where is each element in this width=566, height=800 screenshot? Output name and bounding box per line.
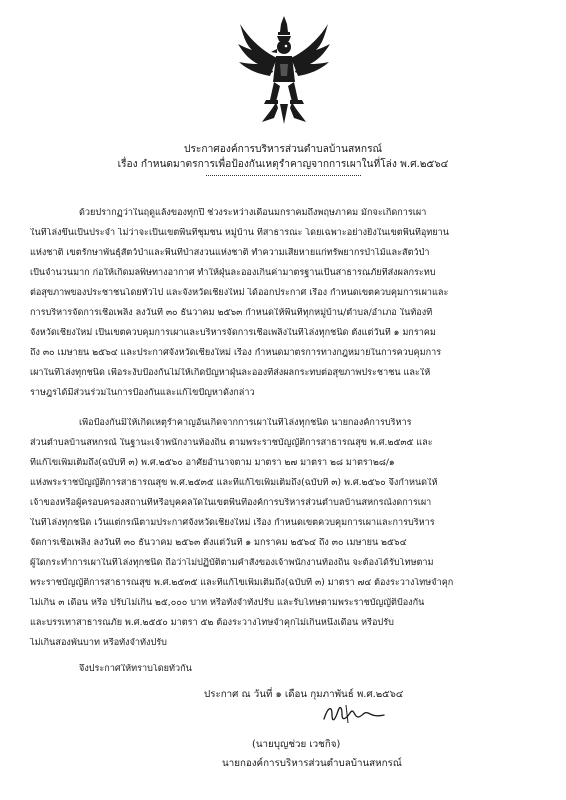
announcement-issuer: ประกาศองค์การบริหารส่วนตำบลบ้านสหกรณ์ [183, 144, 382, 155]
paragraph-2-line: และบรรเทาสาธารณภัย พ.ศ.๒๕๕๐ มาตรา ๕๒ ต้องระวางโทษจำคุกไม่เกินหนึ่งเดือน หรือปรับ [30, 618, 394, 628]
paragraph-1-line: การบริหารจัดการเชื้อเพลิง ลงวันที่ ๓๐ ธันวาคม ๒๕๖๓ กำหนดให้พื้นที่ทุกหมู่บ้าน/ตำบล/อำเภอ ในท้องที่ [30, 308, 433, 318]
signer-title: นายกองค์การบริหารส่วนตำบลบ้านสหกรณ์ [222, 758, 402, 769]
handwritten-signature-icon [320, 701, 390, 729]
paragraph-2-line: เจ้าของหรือผู้ครอบครองสถานที่หรือบุคคลใดในเขตพื้นที่องค์การบริหารส่วนตำบลบ้านสหกรณ์งดการเผา [30, 498, 432, 508]
paragraph-2-line: ผู้ใดกระทำการเผาในที่โล่งทุกชนิด ถือว่าไม่ปฏิบัติตามคำสั่งของเจ้าพนักงานท้องถิ่น จะต้องได้รับโทษตาม [30, 558, 434, 568]
paragraph-2-line: ส่วนตำบลบ้านสหกรณ์ ในฐานะเจ้าพนักงานท้องถิ่น ตามพระราชบัญญัติการสาธารณสุข พ.ศ.๒๕๓๕ และ [30, 438, 433, 448]
closing-statement: จึงประกาศให้ทราบโดยทั่วกัน [79, 664, 192, 674]
paragraph-2-line: ไม่เกิน ๓ เดือน หรือ ปรับไม่เกิน ๒๕,๐๐๐ บาท หรือทั้งจำทั้งปรับ และรับโทษตามพระราชบัญญัติป้องกัน [30, 598, 425, 608]
paragraph-1-line: จังหวัดเชียงใหม่ เป็นเขตควบคุมการเผาและบริหารจัดการเชื้อเพลิงในที่โล่งทุกชนิด ตั้งแต่วันที่ ๑ มกราคม [30, 328, 436, 338]
paragraph-2-line: เพื่อป้องกันมิให้เกิดเหตุรำคาญอันเกิดจากการเผาในที่โล่งทุกชนิด นายกองค์การบริหาร [79, 418, 412, 428]
announcement-subject: เรื่อง กำหนดมาตรการเพื่อป้องกันเหตุรำคาญจากการเผาในที่โล่ง พ.ศ.๒๕๖๔ [117, 159, 449, 170]
paragraph-2-line: พระราชบัญญัติการสาธารณสุข พ.ศ.๒๕๓๕ และที่แก้ไขเพิ่มเติมถึง(ฉบับที่ ๓) มาตรา ๗๔ ต้องระวางโทษจำคุก [30, 578, 454, 588]
paragraph-1-line: เป็นจำนวนมาก ก่อให้เกิดมลพิษทางอากาศ ทำให้ฝุ่นละอองเกินค่ามาตรฐานเป็นสาธารณภัยที่ส่งผลกระทบ [30, 268, 436, 278]
paragraph-1-line: ถึง ๓๐ เมษายน ๒๕๖๔ และประกาศจังหวัดเชียงใหม่ เรื่อง กำหนดมาตรการทางกฎหมายในการควบคุมการ [30, 348, 442, 358]
announcement-date: ประกาศ ณ วันที่ ๑ เดือน กุมภาพันธ์ พ.ศ.๒๕๖๔ [204, 689, 404, 700]
paragraph-1-line: ด้วยปรากฏว่าในฤดูแล้งของทุกปี ช่วงระหว่างเดือนมกราคมถึงพฤษภาคม มักจะเกิดการเผา [79, 208, 427, 218]
garuda-emblem-icon [236, 14, 332, 126]
paragraph-1-line: ต่อสุขภาพของประชาชนโดยทั่วไป และจังหวัดเชียงใหม่ ได้ออกประกาศ เรื่อง กำหนดเขตควบคุมการเผาและ [30, 288, 449, 298]
paragraph-1-line: ราษฎรได้มีส่วนร่วมในการป้องกันและแก้ไขปัญหาดังกล่าว [30, 388, 255, 398]
paragraph-1-line: เผาในที่โล่งทุกชนิด เพื่อระงับป้องกันไม่ให้เกิดปัญหาฝุ่นละอองที่ส่งผลกระทบต่อสุขภาพประชาชน และให้ [30, 368, 431, 378]
signer-name: (นายบุญช่วย เวชกิจ) [252, 739, 341, 750]
dotted-separator [206, 175, 361, 176]
paragraph-2-line: ที่แก้ไขเพิ่มเติมถึง(ฉบับที่ ๓) พ.ศ.๒๕๖๐ อาศัยอำนาจตาม มาตรา ๒๗ มาตรา ๒๘ มาตรา๒๘/๑ [30, 458, 395, 468]
paragraph-2-line: แห่งพระราชบัญญัติการสาธารณสุข พ.ศ.๒๕๓๕ และที่แก้ไขเพิ่มเติมถึง(ฉบับที่ ๓) พ.ศ.๒๕๖๐ จึงกำหนดให้ [30, 478, 438, 488]
paragraph-2-line: จัดการเชื้อเพลิง ลงวันที่ ๓๐ ธันวาคม ๒๕๖๓ ตั้งแต่วันที่ ๑ มกราคม ๒๕๖๔ ถึง ๓๐ เมษายน ๒๕๖๔ [30, 538, 407, 548]
paragraph-2-line: ไม่เกินสองพันบาท หรือทั้งจำทั้งปรับ [30, 638, 167, 648]
paragraph-2-line: ในที่โล่งทุกชนิด เว้นแต่กรณีตามประกาศจังหวัดเชียงใหม่ เรื่อง กำหนดเขตควบคุมการเผาและการบริหาร [30, 518, 435, 528]
paragraph-1-line: แห่งชาติ เขตรักษาพันธุ์สัตว์ป่าและพื้นที่ป่าสงวนแห่งชาติ ทำความเสียหายแก่ทรัพยากรป่าไม้และสัตว์ป่า [30, 248, 430, 258]
paragraph-1-line: ในที่โล่งขึ้นเป็นประจำ ไม่ว่าจะเป็นเขตพื้นที่ชุมชน หมู่บ้าน ที่สาธารณะ โดยเฉพาะอย่างยิ่งในเขตพื้นที่อุทยาน [30, 228, 450, 238]
